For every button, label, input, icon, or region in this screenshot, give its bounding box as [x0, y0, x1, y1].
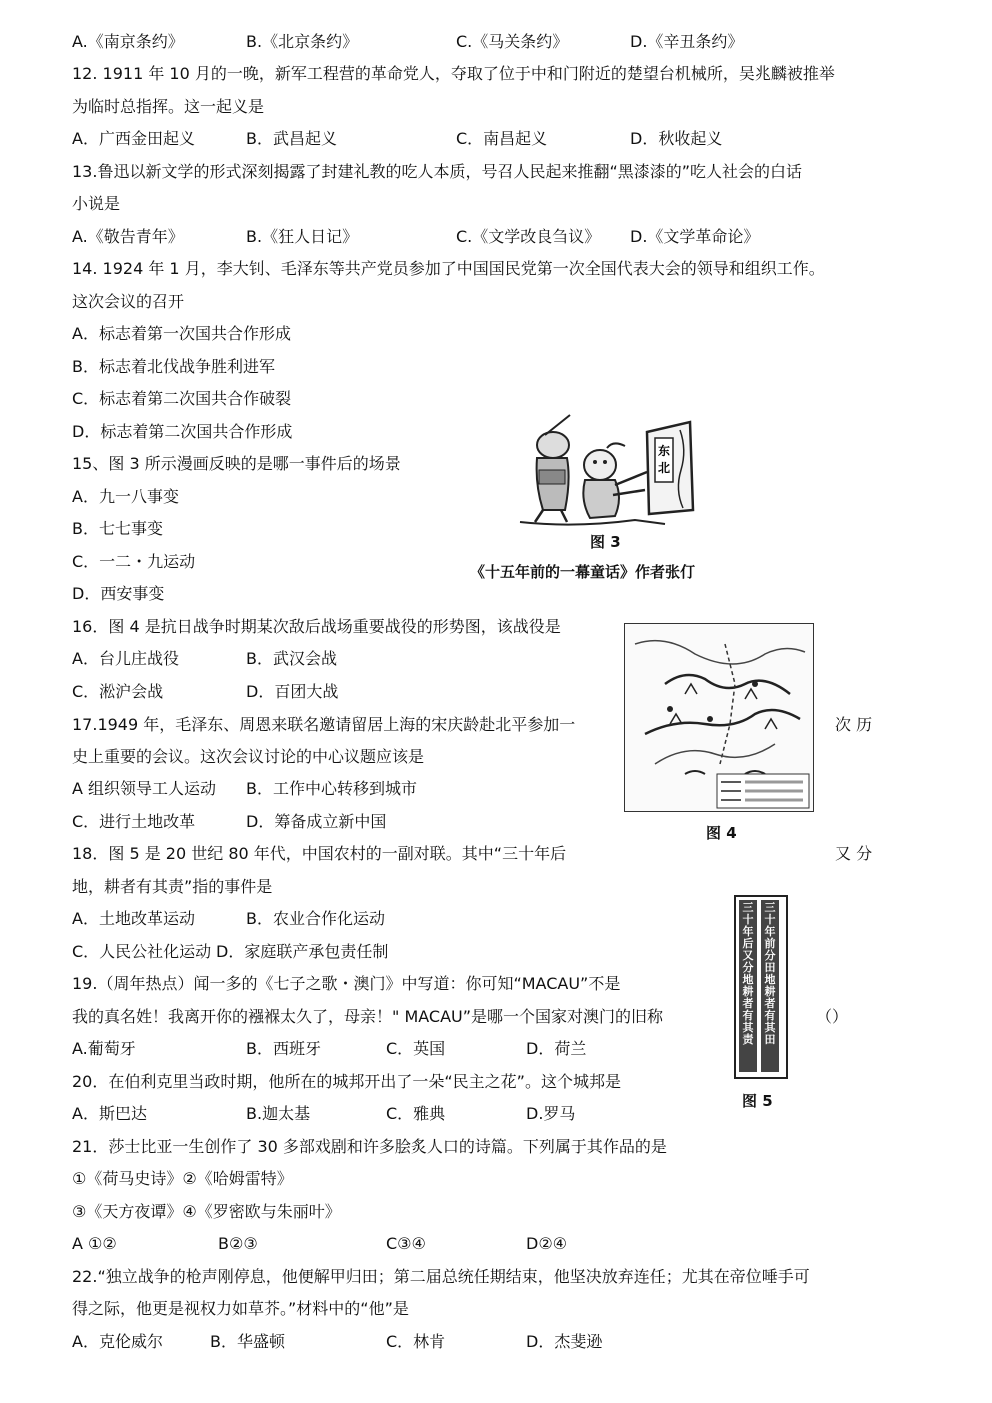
q22-option-d: D．杰斐逊	[526, 1332, 603, 1351]
q19-option-b: B．西班牙	[246, 1039, 321, 1058]
q14-option-b: B．标志着北伐战争胜利进军	[72, 357, 275, 376]
q17-option-c: C．进行土地改革	[72, 812, 196, 831]
couplet-right-scroll: 三十年前分田地耕者有其田	[761, 900, 779, 1072]
q18-stem-line2: 地，耕者有其责”指的事件是	[72, 877, 273, 896]
figure-3-caption: 《十五年前的一幕童话》作者张仃	[470, 563, 696, 581]
q22-stem-line1: 22.“独立战争的枪声刚停息，他便解甲归田；第二届总统任期结束，他坚决放弃连任；尤其在帝位唾手可	[72, 1267, 810, 1286]
q22-option-c: C．林肯	[386, 1332, 446, 1351]
q22-option-a: A．克伦威尔	[72, 1332, 163, 1351]
q13-option-a: A.《敬告青年》	[72, 227, 184, 246]
q22-stem-line2: 得之际，他更是视权力如草芥。”材料中的“他”是	[72, 1299, 409, 1318]
q19-stem-line1: 19.（周年热点）闻一多的《七子之歌・澳门》中写道：你可知“MACAU”不是	[72, 974, 621, 993]
q14-stem-line2: 这次会议的召开	[72, 292, 185, 311]
q20-option-c: C．雅典	[386, 1104, 446, 1123]
q14-option-a: A．标志着第一次国共合作形成	[72, 324, 291, 343]
q21-items-line2: ③《天方夜谭》④《罗密欧与朱丽叶》	[72, 1202, 341, 1221]
q17-option-a: A 组织领导工人运动	[72, 779, 217, 798]
q18-stem-line1-end: 又 分	[835, 844, 873, 863]
q13-option-d: D.《文学革命论》	[630, 227, 760, 246]
figure-5-label: 图 5	[742, 1092, 773, 1110]
q21-option-a: A ①②	[72, 1234, 117, 1253]
q18-option-d: D．家庭联产承包责任制	[216, 942, 389, 961]
q18-stem-line1: 18．图 5 是 20 世纪 80 年代，中国农村的一副对联。其中“三十年后	[72, 844, 567, 863]
q12-stem-line2: 为临时总指挥。这一起义是	[72, 97, 265, 116]
q17-stem-line2: 史上重要的会议。这次会议讨论的中心议题应该是	[72, 747, 425, 766]
q20-stem: 20．在伯利克里当政时期，他所在的城邦开出了一朵“民主之花”。这个城邦是	[72, 1072, 621, 1091]
q14-stem-line1: 14. 1924 年 1 月，李大钊、毛泽东等共产党员参加了中国国民党第一次全国代表大会的领导和组织工作。	[72, 259, 825, 278]
q19-stem-line2: 我的真名姓！我离开你的襁褓太久了，母亲！" MACAU”是哪一个国家对澳门的旧称	[72, 1007, 664, 1026]
q21-items-line1: ①《荷马史诗》②《哈姆雷特》	[72, 1169, 293, 1188]
q22-option-b: B．华盛顿	[210, 1332, 285, 1351]
q15-option-a: A．九一八事变	[72, 487, 179, 506]
figure-3-label: 图 3	[590, 533, 621, 551]
door-text-dong: 东	[657, 444, 671, 458]
q12-option-b: B．武昌起义	[246, 129, 337, 148]
q17-option-d: D．筹备成立新中国	[246, 812, 387, 831]
q20-option-b: B.迦太基	[246, 1104, 311, 1123]
q21-option-b: B②③	[218, 1234, 258, 1253]
q13-option-c: C.《文学改良刍议》	[456, 227, 601, 246]
q16-option-d: D．百团大战	[246, 682, 339, 701]
figure-3-cartoon	[515, 410, 700, 530]
q16-option-c: C．淞沪会战	[72, 682, 164, 701]
q19-option-c: C．英国	[386, 1039, 446, 1058]
q15-option-d: D．西安事变	[72, 584, 165, 603]
q16-stem: 16．图 4 是抗日战争时期某次敌后战场重要战役的形势图，该战役是	[72, 617, 561, 636]
q18-option-a: A．土地改革运动	[72, 909, 195, 928]
q12-option-c: C．南昌起义	[456, 129, 548, 148]
q12-option-d: D．秋收起义	[630, 129, 723, 148]
q21-option-d: D②④	[526, 1234, 568, 1253]
q15-stem: 15、图 3 所示漫画反映的是哪一事件后的场景	[72, 454, 401, 473]
q19-option-d: D．荷兰	[526, 1039, 587, 1058]
q11-option-c: C.《马关条约》	[456, 32, 569, 51]
q16-option-b: B．武汉会战	[246, 649, 337, 668]
q17-stem-line1-end: 次 历	[835, 715, 873, 734]
q13-stem-line2: 小说是	[72, 194, 121, 213]
couplet-left-scroll: 三十年后又分地耕者有其责	[739, 900, 757, 1072]
q19-answer-bracket: （）	[816, 1007, 849, 1026]
door-text-bei: 北	[657, 461, 671, 475]
q11-option-a: A.《南京条约》	[72, 32, 184, 51]
figure-4-map	[624, 623, 814, 812]
q18-option-c: C．人民公社化运动	[72, 942, 212, 961]
q18-option-b: B．农业合作化运动	[246, 909, 385, 928]
figure-5-couplet	[734, 895, 788, 1079]
q16-option-a: A．台儿庄战役	[72, 649, 179, 668]
figure-4-label: 图 4	[706, 824, 737, 842]
q17-option-b: B．工作中心转移到城市	[246, 779, 417, 798]
q20-option-a: A．斯巴达	[72, 1104, 147, 1123]
q15-option-b: B．七七事变	[72, 519, 163, 538]
q15-option-c: C．一二・九运动	[72, 552, 196, 571]
q20-option-d: D.罗马	[526, 1104, 576, 1123]
q11-option-d: D.《辛丑条约》	[630, 32, 744, 51]
q21-option-c: C③④	[386, 1234, 426, 1253]
q14-option-c: C．标志着第二次国共合作破裂	[72, 389, 292, 408]
q13-stem-line1: 13.鲁迅以新文学的形式深刻揭露了封建礼教的吃人本质，号召人民起来推翻“黑漆漆的”吃人社会的白话	[72, 162, 803, 181]
q12-stem-line1: 12. 1911 年 10 月的一晚，新军工程营的革命党人，夺取了位于中和门附近的楚望台机械所，吴兆麟被推举	[72, 64, 835, 83]
q12-option-a: A．广西金田起义	[72, 129, 195, 148]
q21-stem: 21．莎士比亚一生创作了 30 多部戏剧和许多脍炙人口的诗篇。下列属于其作品的是	[72, 1137, 667, 1156]
q17-stem-line1: 17.1949 年，毛泽东、周恩来联名邀请留居上海的宋庆龄赴北平参加一	[72, 715, 576, 734]
q14-option-d: D．标志着第二次国共合作形成	[72, 422, 293, 441]
q19-option-a: A.葡萄牙	[72, 1039, 136, 1058]
q11-option-b: B.《北京条约》	[246, 32, 359, 51]
q13-option-b: B.《狂人日记》	[246, 227, 359, 246]
